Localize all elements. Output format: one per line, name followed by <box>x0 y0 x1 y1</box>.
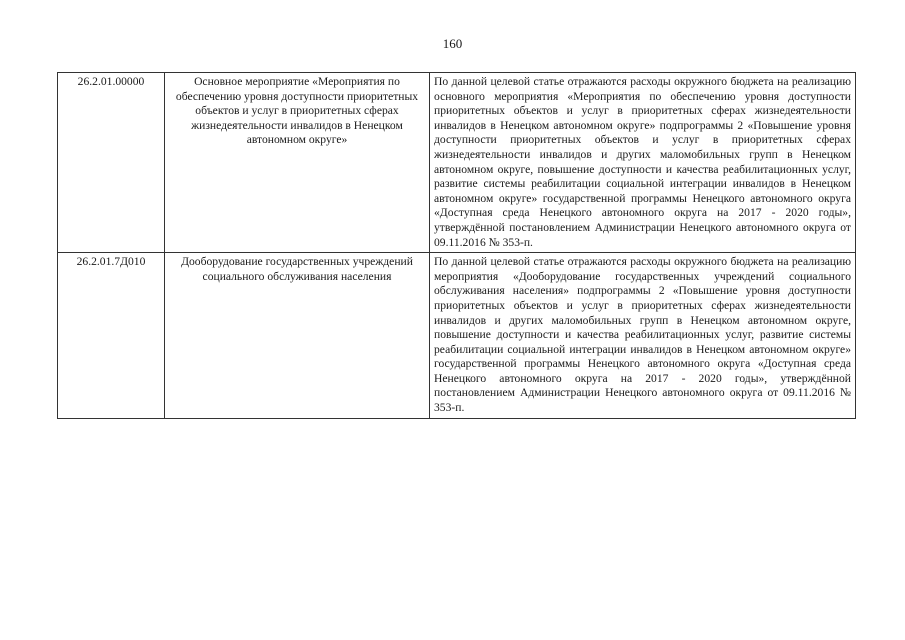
target-article-name: Основное мероприятие «Мероприятия по обеспечению уровня доступности приоритетных объектов и услуг в приоритетных сферах жизнедеятельности инвалидов в Ненецком автономном округе» <box>165 73 430 253</box>
budget-classification-table <box>57 72 856 419</box>
table-row <box>58 73 856 253</box>
table-row <box>58 253 856 419</box>
target-article-code: 26.2.01.7Д010 <box>58 253 165 419</box>
target-article-description: По данной целевой статье отражаются расходы окружного бюджета на реализацию основного мероприятия «Мероприятия по обеспечению уровня доступности приоритетных объектов и услуг в приоритетных сферах жизнедеятельности инвалидов в Ненецком автономном округе» подпрограммы 2 «Повышение уровня доступности приоритетных объектов и услуг в приоритетных сферах жизнедеятельности инвалидов и других маломобильных групп в Ненецком автономном округе, повышение доступности и качества реабилитационных услуг, развитие системы реабилитации социальной интеграции инвалидов в Ненецком автономном округе» государственной программы Ненецкого автономного округа «Доступная среда Ненецкого автономного округа на 2017 - 2020 годы», утверждённой постановлением Администрации Ненецкого автономного округа от 09.11.2016 № 353-п. <box>430 73 856 253</box>
target-article-code: 26.2.01.00000 <box>58 73 165 253</box>
target-article-name: Дооборудование государственных учреждений социального обслуживания населения <box>165 253 430 419</box>
page-number: 160 <box>442 36 463 51</box>
target-article-description: По данной целевой статье отражаются расходы окружного бюджета на реализацию мероприятия «Дооборудование государственных учреждений социального обслуживания населения» подпрограммы 2 «Повышение уровня доступности приоритетных объектов и услуг в приоритетных сферах жизнедеятельности инвалидов и других маломобильных групп в Ненецком автономном округе, повышение доступности и качества реабилитационных услуг, развитие системы реабилитации социальной интеграции инвалидов в Ненецком автономном округе» государственной программы Ненецкого автономного округа «Доступная среда Ненецкого автономного округа на 2017 - 2020 годы», утверждённой постановлением Администрации Ненецкого автономного округа от 09.11.2016 № 353-п. <box>430 253 856 419</box>
